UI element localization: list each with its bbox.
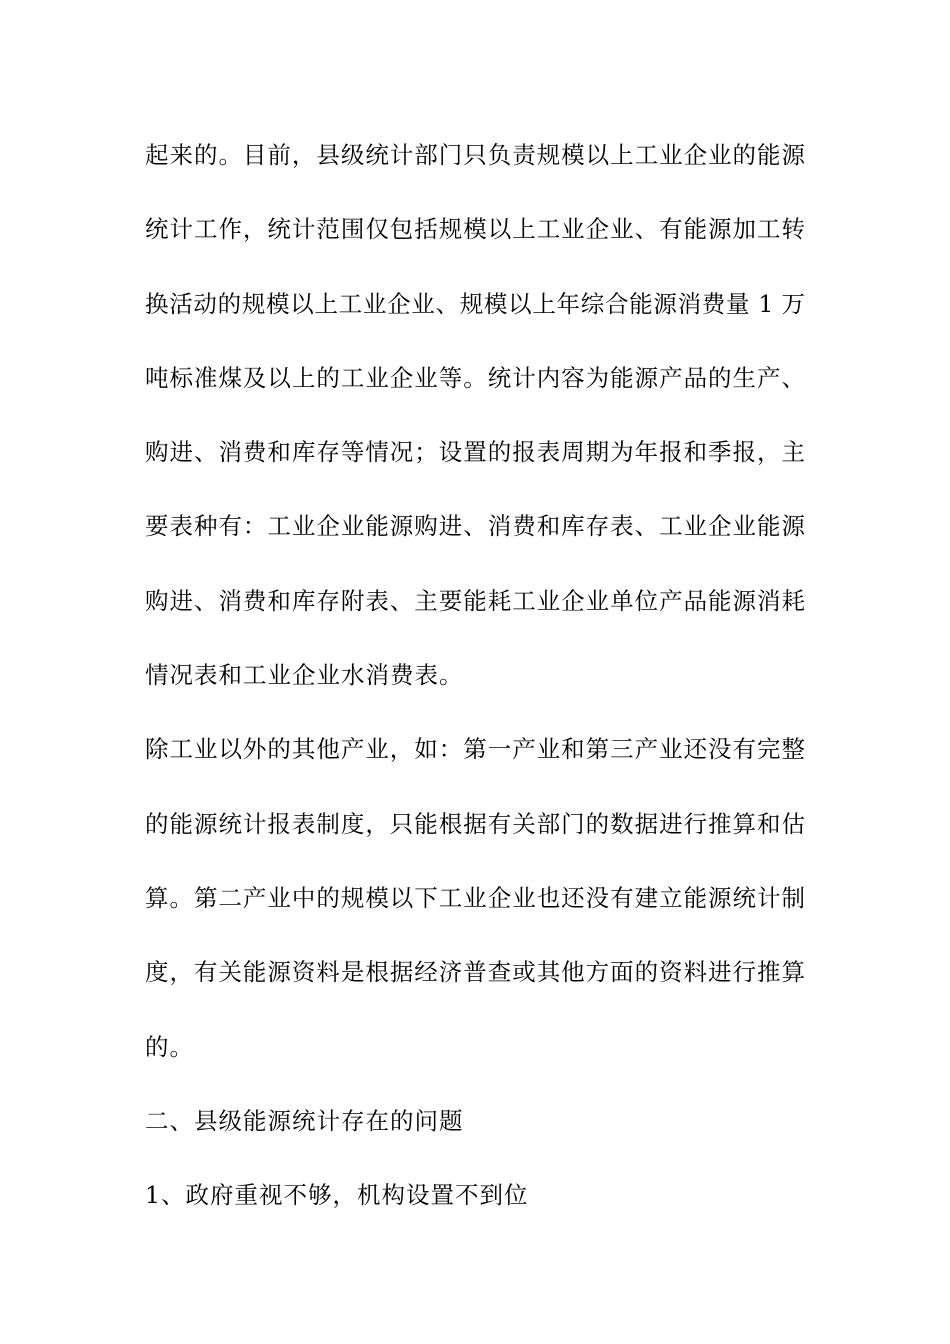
paragraph-line: 统计工作，统计范围仅包括规模以上工业企业、有能源加工转	[145, 215, 805, 243]
subheading: 1、政府重视不够，机构设置不到位	[145, 1181, 529, 1209]
paragraph-line: 的能源统计报表制度，只能根据有关部门的数据进行推算和估	[145, 810, 805, 838]
paragraph-line: 换活动的规模以上工业企业、规模以上年综合能源消费量 1 万	[145, 290, 805, 318]
paragraph-line: 购进、消费和库存等情况；设置的报表周期为年报和季报，主	[145, 438, 805, 466]
paragraph-line: 购进、消费和库存附表、主要能耗工业企业单位产品能源消耗	[145, 587, 805, 615]
paragraph-line: 吨标准煤及以上的工业企业等。统计内容为能源产品的生产、	[145, 364, 805, 392]
paragraph-line: 起来的。目前，县级统计部门只负责规模以上工业企业的能源	[145, 141, 805, 169]
paragraph-line: 情况表和工业企业水消费表。	[145, 661, 464, 689]
paragraph-line: 度，有关能源资料是根据经济普查或其他方面的资料进行推算	[145, 958, 805, 986]
paragraph-line: 除工业以外的其他产业，如：第一产业和第三产业还没有完整	[145, 735, 805, 763]
paragraph-line: 的。	[145, 1033, 194, 1061]
paragraph-line: 要表种有：工业企业能源购进、消费和库存表、工业企业能源	[145, 512, 805, 540]
section-heading: 二、县级能源统计存在的问题	[145, 1107, 464, 1135]
paragraph-line: 算。第二产业中的规模以下工业企业也还没有建立能源统计制	[145, 884, 805, 912]
